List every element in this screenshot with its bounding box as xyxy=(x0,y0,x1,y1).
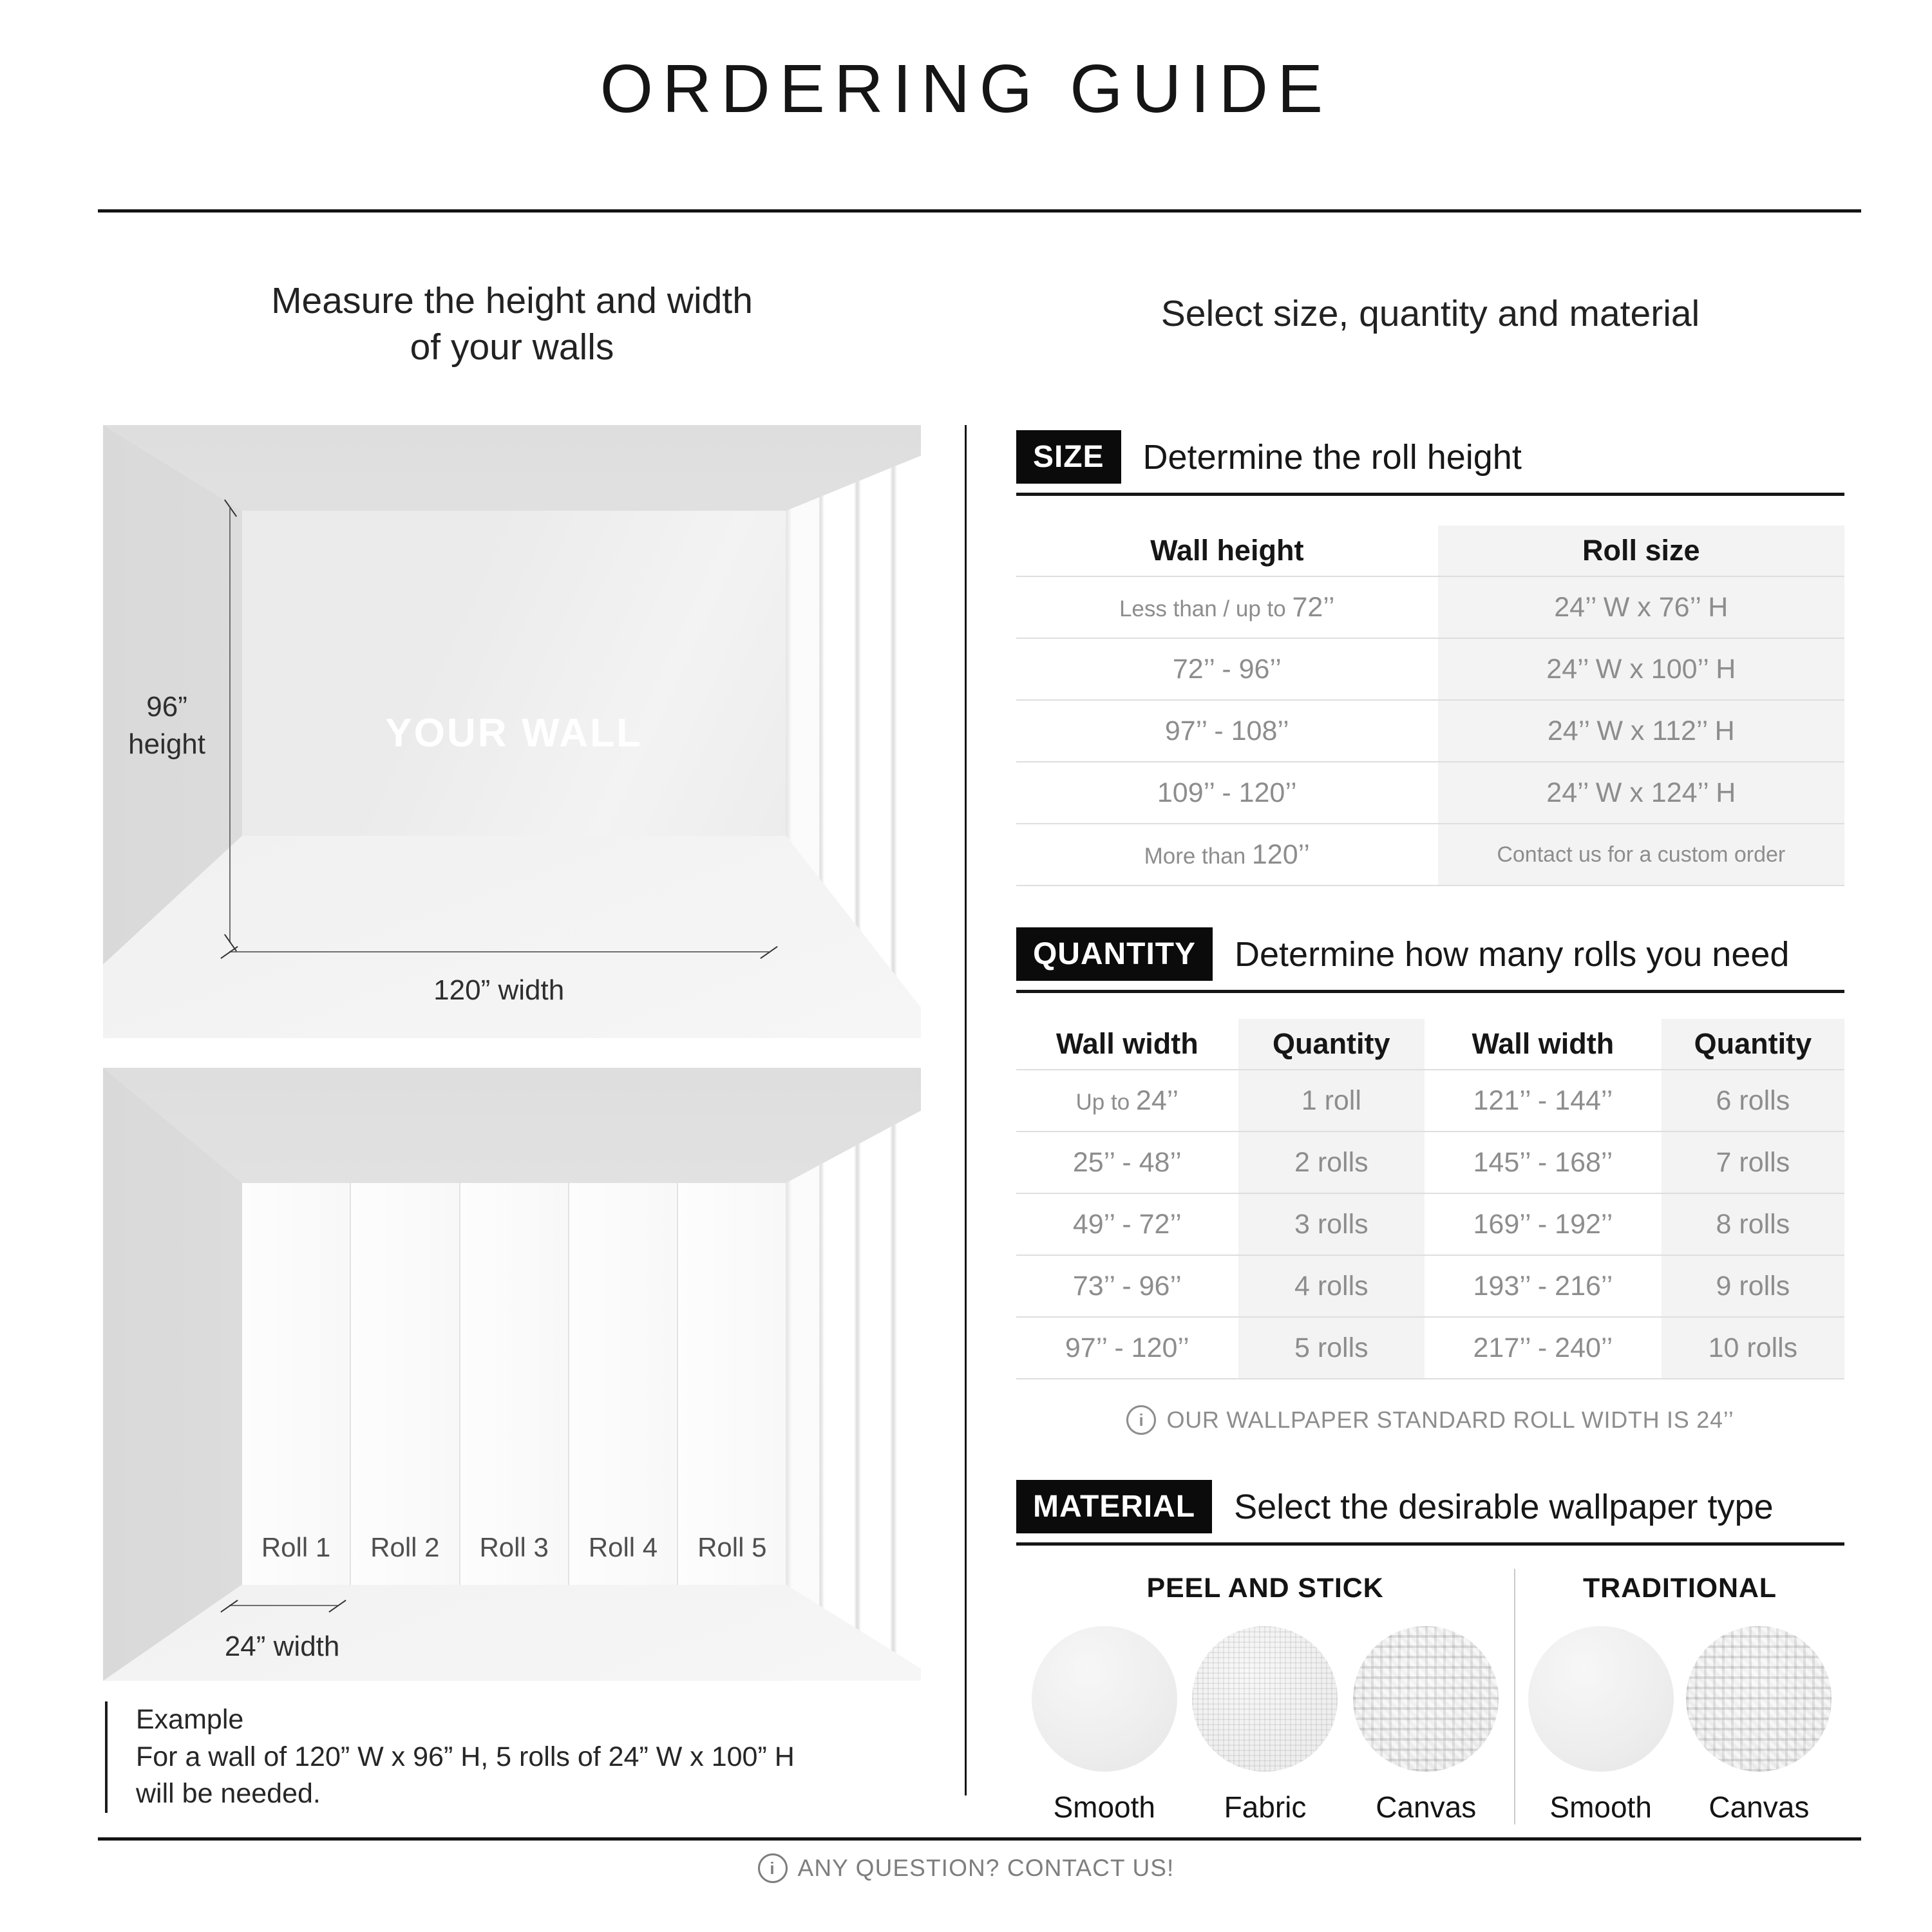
left-heading-line2: of your walls xyxy=(410,326,614,368)
roll-strip xyxy=(351,1183,460,1585)
swatch-traditional-canvas xyxy=(1686,1626,1832,1824)
swatch-traditional-smooth xyxy=(1528,1626,1674,1824)
column-header-wall-width: Wall width xyxy=(1056,1027,1198,1060)
column-header-roll-size: Roll size xyxy=(1438,526,1844,576)
quantity-section-header xyxy=(1016,927,1844,993)
quantity-section xyxy=(1016,927,1844,1435)
table-row xyxy=(1016,1132,1844,1193)
quantity-cell: 3 rolls xyxy=(1238,1193,1425,1255)
swatch-row xyxy=(1515,1626,1844,1824)
footer xyxy=(0,1853,1932,1883)
wall-width-cell: 73’’ - 96’’ xyxy=(1016,1255,1238,1317)
column-header-wall-height: Wall height xyxy=(1150,534,1304,567)
roll-strip xyxy=(460,1183,569,1585)
table-row xyxy=(1016,576,1844,638)
wall-height-cell: 72’’ - 96’’ xyxy=(1016,638,1438,700)
table-row xyxy=(1016,762,1844,824)
wall-width-cell: 121’’ - 144’’ xyxy=(1425,1070,1662,1132)
roll-size-cell: 24’’ W x 112’’ H xyxy=(1438,700,1844,762)
wall-height-cell: More than 120’’ xyxy=(1016,824,1438,886)
roll-size-cell: 24’’ W x 76’’ H xyxy=(1438,576,1844,638)
swatch-peel-canvas xyxy=(1353,1626,1499,1824)
table-row xyxy=(1016,1193,1844,1255)
table-row xyxy=(1016,1255,1844,1317)
wall-width-cell: 145’’ - 168’’ xyxy=(1425,1132,1662,1193)
wall-width-label: 120” width xyxy=(433,974,565,1007)
wall-height-cell: Less than / up to 72’’ xyxy=(1016,576,1438,638)
right-column-heading: Select size, quantity and material xyxy=(1160,293,1700,334)
roll-width-dimension-line xyxy=(229,1605,338,1606)
wall-width-cell: 25’’ - 48’’ xyxy=(1016,1132,1238,1193)
column-header-wall-width: Wall width xyxy=(1472,1027,1615,1060)
quantity-cell: 10 rolls xyxy=(1662,1317,1844,1379)
table-row xyxy=(1016,638,1844,700)
swatch-row xyxy=(1016,1626,1514,1824)
example-block xyxy=(105,1701,973,1813)
smooth-texture-swatch xyxy=(1032,1626,1177,1772)
wallpaper-roll-strips xyxy=(242,1183,786,1585)
width-dimension-line xyxy=(229,951,769,952)
roll-label: Roll 1 xyxy=(261,1531,331,1562)
roll-label: Roll 4 xyxy=(588,1531,658,1562)
table-row xyxy=(1016,1070,1844,1132)
room-illustration-rolls xyxy=(103,1068,921,1681)
quantity-cell: 2 rolls xyxy=(1238,1132,1425,1193)
wall-width-cell: 49’’ - 72’’ xyxy=(1016,1193,1238,1255)
example-line1: For a wall of 120” W x 96” H, 5 rolls of 24” W x 100” H xyxy=(136,1741,795,1772)
roll-size-cell: Contact us for a custom order xyxy=(1438,824,1844,886)
quantity-cell: 1 roll xyxy=(1238,1070,1425,1132)
info-icon: i xyxy=(1126,1405,1156,1435)
quantity-cell: 9 rolls xyxy=(1662,1255,1844,1317)
group-title: TRADITIONAL xyxy=(1583,1573,1777,1604)
table-row xyxy=(1016,700,1844,762)
column-header-quantity: Quantity xyxy=(1238,1019,1425,1070)
wall-width-cell: 97’’ - 120’’ xyxy=(1016,1317,1238,1379)
size-badge: SIZE xyxy=(1016,430,1121,484)
room-illustration-measure xyxy=(103,425,921,1038)
info-icon: i xyxy=(758,1853,788,1883)
roll-strip xyxy=(569,1183,678,1585)
swatch-label: Canvas xyxy=(1376,1790,1477,1824)
quantity-cell: 7 rolls xyxy=(1662,1132,1844,1193)
material-section xyxy=(1016,1480,1844,1824)
wall-width-cell: 217’’ - 240’’ xyxy=(1425,1317,1662,1379)
group-title: PEEL AND STICK xyxy=(1146,1573,1384,1604)
wall-width-cell: 193’’ - 216’’ xyxy=(1425,1255,1662,1317)
material-groups xyxy=(1016,1569,1844,1824)
size-section xyxy=(1016,430,1844,886)
swatch-label: Canvas xyxy=(1709,1790,1810,1824)
material-group-traditional xyxy=(1514,1569,1844,1824)
roll-size-table xyxy=(1016,526,1844,886)
swatch-label: Smooth xyxy=(1053,1790,1155,1824)
fabric-texture-swatch xyxy=(1192,1626,1338,1772)
table-row xyxy=(1016,1317,1844,1379)
note-text: OUR WALLPAPER STANDARD ROLL WIDTH IS 24’’ xyxy=(1166,1406,1734,1433)
roll-quantity-table xyxy=(1016,1019,1844,1379)
column-divider-line xyxy=(965,425,967,1795)
roll-width-label: 24” width xyxy=(224,1631,340,1663)
example-line2: will be needed. xyxy=(136,1778,321,1810)
material-group-peel-and-stick xyxy=(1016,1569,1514,1824)
swatch-peel-smooth xyxy=(1032,1626,1177,1824)
smooth-texture-swatch xyxy=(1528,1626,1674,1772)
wall-width-cell: 169’’ - 192’’ xyxy=(1425,1193,1662,1255)
left-heading-line1: Measure the height and width xyxy=(271,280,753,321)
roll-strip xyxy=(242,1183,351,1585)
quantity-cell: 6 rolls xyxy=(1662,1070,1844,1132)
roll-width-note xyxy=(1016,1405,1844,1435)
roll-label: Roll 5 xyxy=(697,1531,767,1562)
canvas-texture-swatch xyxy=(1353,1626,1499,1772)
roll-strip xyxy=(678,1183,786,1585)
quantity-cell: 8 rolls xyxy=(1662,1193,1844,1255)
material-subtitle: Select the desirable wallpaper type xyxy=(1234,1487,1774,1526)
footer-divider-line xyxy=(98,1837,1861,1841)
left-column-heading xyxy=(103,278,921,371)
roll-label: Roll 2 xyxy=(370,1531,440,1562)
material-badge: MATERIAL xyxy=(1016,1480,1212,1533)
example-title: Example xyxy=(136,1704,244,1735)
column-header-quantity: Quantity xyxy=(1662,1019,1844,1070)
height-dimension-line xyxy=(229,508,231,943)
swatch-label: Smooth xyxy=(1549,1790,1652,1824)
wall-height-value: 96” xyxy=(146,691,187,723)
title-divider-line xyxy=(98,209,1861,213)
footer-text: ANY QUESTION? CONTACT US! xyxy=(797,1855,1175,1881)
table-row xyxy=(1016,824,1844,886)
material-section-header xyxy=(1016,1480,1844,1546)
wall-height-word: height xyxy=(128,728,205,760)
swatch-label: Fabric xyxy=(1224,1790,1307,1824)
roll-size-cell: 24’’ W x 100’’ H xyxy=(1438,638,1844,700)
wall-height-label xyxy=(109,688,224,762)
roll-label: Roll 3 xyxy=(479,1531,549,1562)
roll-size-cell: 24’’ W x 124’’ H xyxy=(1438,762,1844,824)
page-title: ORDERING GUIDE xyxy=(600,51,1332,127)
quantity-badge: QUANTITY xyxy=(1016,927,1213,981)
size-subtitle: Determine the roll height xyxy=(1142,437,1522,477)
canvas-texture-swatch xyxy=(1686,1626,1832,1772)
quantity-subtitle: Determine how many rolls you need xyxy=(1235,934,1790,974)
quantity-cell: 5 rolls xyxy=(1238,1317,1425,1379)
size-section-header xyxy=(1016,430,1844,496)
wall-height-cell: 109’’ - 120’’ xyxy=(1016,762,1438,824)
wall-width-cell: Up to 24’’ xyxy=(1016,1070,1238,1132)
your-wall-label: YOUR WALL xyxy=(385,710,643,755)
wall-height-cell: 97’’ - 108’’ xyxy=(1016,700,1438,762)
swatch-peel-fabric xyxy=(1192,1626,1338,1824)
quantity-cell: 4 rolls xyxy=(1238,1255,1425,1317)
